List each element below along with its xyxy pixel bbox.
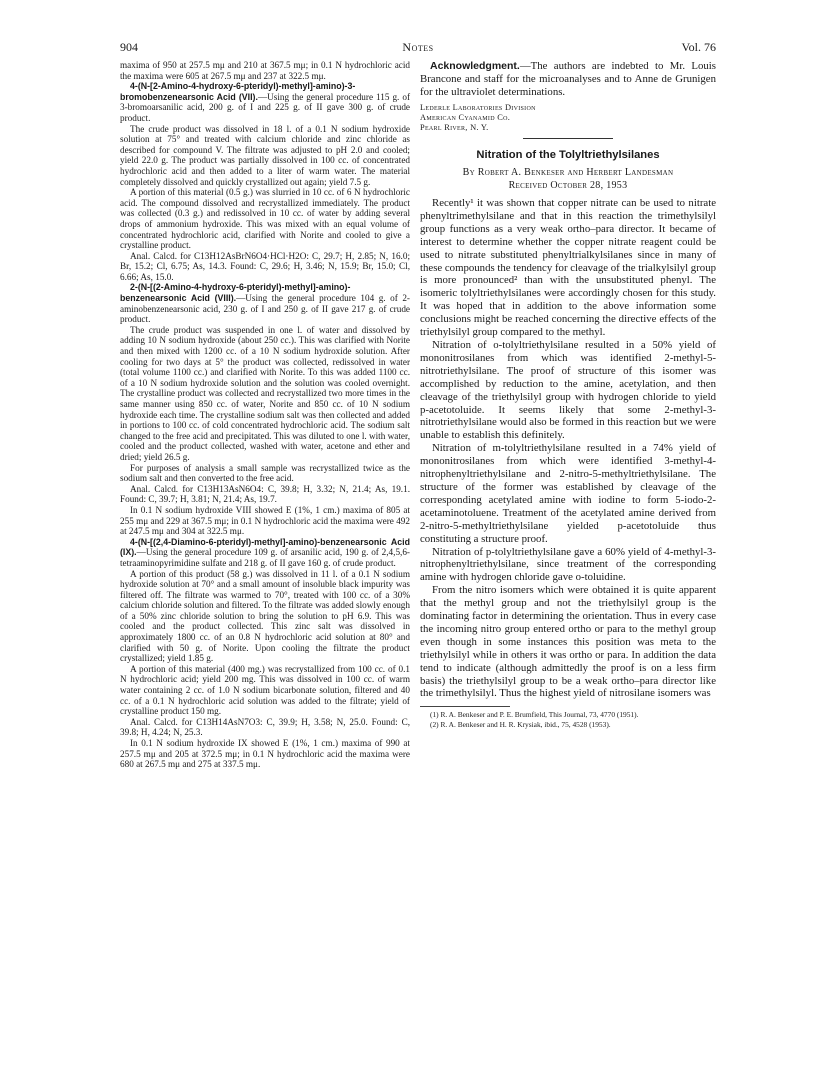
compound-heading: 2-(N-[(2-Amino-4-hydroxy-6-pteridyl)-methyl]-amino)-benzenearsonic Acid (VIII).	[120, 282, 351, 304]
journal-section: Notes	[402, 40, 434, 54]
article-body	[420, 197, 716, 700]
footnote-divider	[420, 706, 510, 707]
section-divider	[523, 138, 613, 139]
compound-procedure: —Using the general procedure 104 g. of 2-aminobenzenearsonic acid, 230 g. of I and 250 g. of II gave 217 g. of crude product.	[120, 293, 410, 325]
paragraph: Nitration of p-tolyltriethylsilane gave a 60% yield of 4-methyl-3-nitrophenyltriethylsilane, since treatment of the corresponding amine with hydrogen chloride gave o-toluidine.	[420, 545, 716, 584]
paragraph: From the nitro isomers which were obtained it is quite apparent that the methyl group and not the triethylsilyl group is the dominating factor in determining the orientation. Thus in every case the incoming nitro group entered ortho or para to the methyl group even though in some instances this position was meta to the triethylsilyl while in others it was ortho or para. In addition the data tend to indicate (although admittedly the proof is on a less firm basis) the triethylsilyl group to be a weak ortho–para director like the trimethylsilyl. Thus the highest yield of nitrosilane isomers was	[420, 584, 716, 700]
compound-section-ix	[120, 537, 410, 569]
received-date: Received October 28, 1953	[508, 180, 628, 192]
paragraph: The crude product was suspended in one l. of water and dissolved by adding 10 N sodium hydroxide (about 250 cc.). This was clarified with Norite and then mixed with 1200 cc. of a 10 N sodium hydroxide solution. After cooling for two days at 5° the product was collected, redissolved in water (total volume 1100 cc.) and clarified with Norite. To this was added 1100 cc. of a 10 N sodium hydroxide solution and the solution was cooled overnight. The crystalline product was collected and recrystallized two more times in the same manner using 850 cc. of water, Norite and 850 cc. of 10 N sodium hydroxide each time. The crystalline sodium salt was then collected and added in portions to 100 cc. of cold concentrated hydrochloric acid. The sodium salt changed to the free acid and precipitated. This was diluted to one l. with water, cooled and the product collected, washed with water, acetone and ether and dried; yield 26.5 g.	[120, 324, 410, 462]
paragraph: The crude product was dissolved in 18 l. of a 0.1 N sodium hydroxide solution at 75° and treated with calcium chloride and zinc chloride as described for compound V. The filtrate was adjusted to pH 2.0 and cooled; yield 22.0 g. The product was partially dissolved in 100 cc. of concentrated hydrochloric acid and then added to a liter of warm water. The material completely dissolved and quickly crystallized out again; yield 7.5 g.	[120, 123, 410, 187]
compound-section-viii	[120, 282, 410, 324]
left-column	[120, 60, 410, 770]
article-title: Nitration of the Tolyltriethylsilanes	[476, 149, 660, 162]
compound-heading: 4-(N-[2-Amino-4-hydroxy-6-pteridyl)-methyl]-amino)-3-bromobenzenearsonic Acid (VII).	[120, 81, 356, 102]
analysis-line: Anal. Calcd. for C13H14AsN7O3: C, 39.9; H, 3.58; N, 25.0. Found: C, 39.8; H, 4.24; N, 25.3.	[120, 716, 410, 738]
paragraph: maxima of 950 at 257.5 mμ and 210 at 367.5 mμ; in 0.1 N hydrochloric acid the maxima were 605 at 267.5 mμ and 237 at 322.5 mμ.	[120, 60, 410, 81]
volume-label: Vol. 76	[681, 40, 716, 54]
compound-procedure: —Using the general procedure 115 g. of 3-bromoarsanilic acid, 200 g. of I and 225 g. of II gave 300 g. of crude product.	[120, 91, 410, 123]
paragraph: A portion of this material (400 mg.) was recrystallized from 100 cc. of 0.1 N hydrochloric acid; yield 200 mg. This was dissolved in 100 cc. of warm water containing 2 cc. of 1.0 N sodium bicarbonate solution, filtered and 40 cc. of a 0.1 N hydrochloric acid solution was added to the filtrate; yield of crystalline product 150 mg.	[120, 663, 410, 717]
paragraph: In 0.1 N sodium hydroxide VIII showed E (1%, 1 cm.) maxima of 805 at 255 mμ and 229 at 367.5 mμ; in 0.1 N hydrochloric acid the maxima were 492 at 247.5 mμ and 304 at 322.5 mμ.	[120, 504, 410, 537]
affiliation-line: Lederle Laboratories Division	[420, 102, 536, 112]
analysis-line: Anal. Calcd. for C13H12AsBrN6O4·HCl·H2O: C, 29.7; H, 2.85; N, 16.0; Br, 15.2; Cl, 6.75; As, 14.3. Found: C, 29.6; H, 3.46; N, 15.9; Br, 15.0; Cl, 6.66; As, 15.0.	[120, 250, 410, 282]
paragraph: Recently¹ it was shown that copper nitrate can be used to nitrate phenyltrimethylsilane and that in this reaction the trimethylsilyl group functions as a very weak ortho–para director. It became of interest to determine whether the copper nitrate reagent could be used to nitrate substituted phenyltrialkylsilanes since in many of these compounds the tendency for cleavage of the trialkylsilyl group is more pronounced² than with the unsubstituted phenyl. The isomeric tolyltriethylsilanes were accordingly chosen for this study. It was hoped that in addition to the above information some conclusions might be reached concerning the directive effects of the triethylsilyl group compared to the methyl.	[420, 197, 716, 339]
compound-heading: 4-(N-[(2,4-Diamino-6-pteridyl)-methyl]-amino)-benzenearsonic Acid (IX).	[120, 536, 410, 558]
paragraph: Nitration of m-tolyltriethylsilane resulted in a 74% yield of mononitrosilanes from which were identified 3-methyl-4-nitrophenyltriethylsilane and 2-nitro-5-methyltriethylsilane. The structure of the former was established by cleavage of the corresponding acetylated amine with iodine to form 5-iodo-2-acetaminotoluene. Treatment of the acetylated amine derived from 2-nitro-5-methyltriethylsilane yielded p-acetotoluide thus constituting a structure proof.	[420, 442, 716, 545]
acknowledgment	[420, 60, 716, 99]
affiliation-block	[420, 103, 716, 134]
acknowledgment-heading: Acknowledgment.	[430, 60, 520, 72]
compound-section-vii	[120, 81, 410, 123]
page-header	[120, 40, 716, 58]
acknowledgment-text: —The authors are indebted to Mr. Louis Brancone and staff for the microanalyses and to Anne de Grunigen for the ultraviolet determinations.	[420, 60, 716, 98]
page-number: 904	[120, 40, 138, 54]
compound-procedure: —Using the general procedure 109 g. of arsanilic acid, 190 g. of 2,4,5,6-tetraaminopyrimidine sulfate and 218 g. of II gave 160 g. of crude product.	[120, 547, 410, 568]
analysis-line: Anal. Calcd. for C13H13AsN6O4: C, 39.8; H, 3.32; N, 21.4; As, 19.1. Found: C, 39.7; H, 3.81; N, 21.4; As, 19.7.	[120, 483, 410, 505]
affiliation-line: Pearl River, N. Y.	[420, 123, 489, 133]
footnote: (2) R. A. Benkeser and H. R. Krysiak, ibid., 75, 4528 (1953).	[430, 719, 611, 729]
paragraph: A portion of this material (0.5 g.) was slurried in 10 cc. of 6 N hydrochloric acid. The compound dissolved and recrystallized immediately. The product was collected (0.3 g.) and redissolved in 10 cc. of water by adding several drops of ammonium hydroxide. This was mixed with an equal volume of concentrated hydrochloric acid, clarified with Norite and cooled to give a crystalline product.	[120, 187, 410, 251]
right-column	[420, 60, 716, 729]
affiliation-line: American Cyanamid Co.	[420, 112, 511, 122]
paragraph: In 0.1 N sodium hydroxide IX showed E (1%, 1 cm.) maxima of 990 at 257.5 mμ and 205 at 372.5 mμ; in 0.1 N hydrochloric acid the maxima were 680 at 267.5 mμ and 275 at 337.5 mμ.	[120, 738, 410, 770]
paragraph: Nitration of o-tolyltriethylsilane resulted in a 50% yield of mononitrosilanes from which was identified 2-methyl-5-nitrotriethylsilane. The proof of structure of this isomer was accomplished by reduction to the amine, acetylation, and then cleavage of the triethylsilyl group with hydrogen chloride to yield p-acetotoluide. It seems likely that some 2-methyl-3-nitrotriethylsilane would also be formed in this reaction but we were unable to establish this definitely.	[420, 339, 716, 442]
paragraph: For purposes of analysis a small sample was recrystallized twice as the sodium salt and then converted to the free acid.	[120, 462, 410, 484]
paragraph: A portion of this product (58 g.) was dissolved in 11 l. of a 0.1 N sodium hydroxide solution at 70° and a small amount of insoluble black impurity was filtered off. The filtrate was warmed to 70°, treated with 100 cc. of a 30% calcium chloride solution and filtered. To the filtrate was added slowly enough of a 50% zinc chloride solution to bring the solution to pH 6.9. This was cooled and the product collected. This zinc salt was dissolved in approximately 1800 cc. of an 0.8 N hydrochloric acid solution at 80° and clarified with 50 g. of Norite. Upon cooling the filtrate the product crystallized; yield 1.85 g.	[120, 568, 410, 664]
footnote: (1) R. A. Benkeser and P. E. Brumfield, This Journal, 73, 4770 (1951).	[430, 710, 639, 720]
article-authors: By Robert A. Benkeser and Herbert Landesman	[462, 167, 674, 179]
